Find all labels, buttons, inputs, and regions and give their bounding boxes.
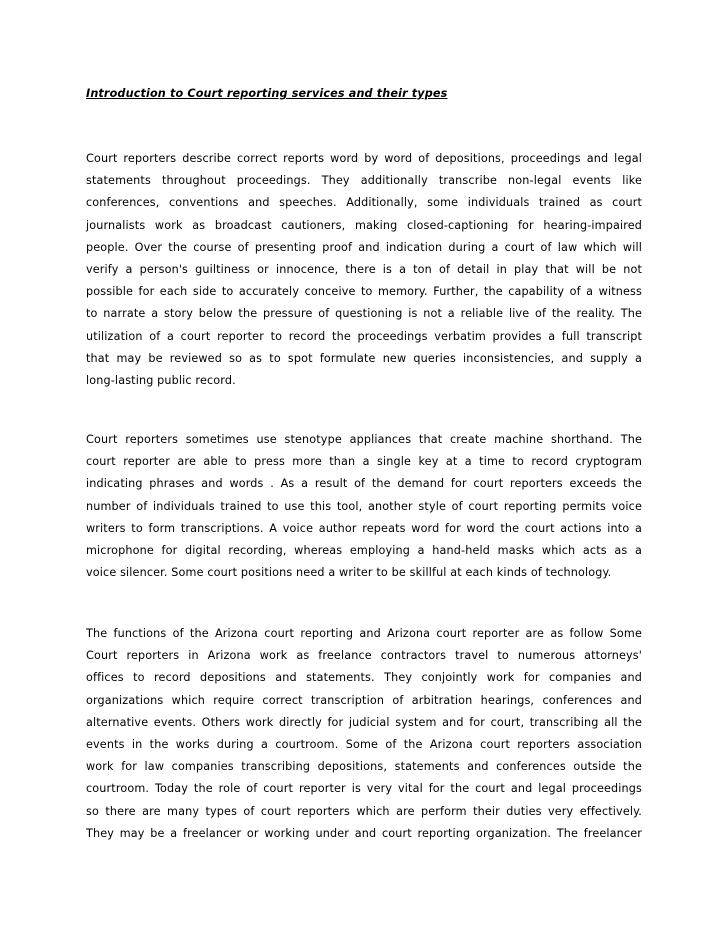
paragraph-line: possible for each side to accurately conceive to memory. Further, the capability of a witness	[86, 285, 642, 299]
paragraph-line: courtroom. Today the role of court reporter is very vital for the court and legal proceedings	[86, 782, 642, 796]
paragraph-line: Court reporters describe correct reports word by word of depositions, proceedings and legal	[86, 152, 642, 165]
paragraph-line: voice silencer. Some court positions need a writer to be skillful at each kinds of technology.	[86, 566, 612, 580]
paragraph-3	[86, 623, 642, 845]
paragraph-line: long-lasting public record.	[86, 373, 236, 387]
paragraph-line: microphone for digital recording, whereas employing a hand-held masks which acts as a	[86, 543, 642, 557]
paragraph-line: people. Over the course of presenting proof and indication during a court of law which will	[86, 240, 642, 254]
paragraph-line: court reporter are able to press more than a single key at a time to record cryptogram	[86, 455, 642, 469]
paragraph-line: offices to record depositions and statements. They conjointly work for companies and	[86, 671, 642, 685]
paragraph-line: verify a person's guiltiness or innocence, there is a ton of detail in play that will be not	[86, 262, 642, 276]
paragraph-line: to narrate a story below the pressure of questioning is not a reliable live of the reality. The	[86, 307, 642, 321]
paragraph-line: alternative events. Others work directly for judicial system and for court, transcribing all the	[86, 715, 642, 729]
paragraph-line: organizations which require correct transcription of arbitration hearings, conferences and	[86, 693, 642, 707]
paragraph-line: events in the works during a courtroom. Some of the Arizona court reporters association	[86, 737, 642, 751]
paragraph-2	[86, 429, 642, 584]
paragraph-line: that may be reviewed so as to spot formulate new queries inconsistencies, and supply a	[86, 351, 642, 365]
paragraph-1	[86, 148, 642, 392]
paragraph-line: utilization of a court reporter to record the proceedings verbatim provides a full transcript	[86, 329, 642, 343]
paragraph-line: The functions of the Arizona court reporting and Arizona court reporter are as follow Some	[86, 627, 642, 640]
paragraph-line: They may be a freelancer or working under and court reporting organization. The freelancer	[86, 826, 642, 840]
paragraph-line: conferences, conventions and speeches. Additionally, some individuals trained as court	[86, 196, 642, 210]
paragraph-line: indicating phrases and words . As a result of the demand for court reporters exceeds the	[86, 477, 642, 491]
paragraph-line: so there are many types of court reporters which are perform their duties very effectively.	[86, 804, 642, 818]
paragraph-line: writers to form transcriptions. A voice author repeats word for word the court actions into a	[86, 521, 642, 535]
document-title: Introduction to Court reporting services and their types	[86, 87, 448, 100]
paragraph-line: work for law companies transcribing depositions, statements and conferences outside the	[86, 760, 642, 774]
paragraph-line: journalists work as broadcast cautioners, making closed-captioning for hearing-impaired	[86, 218, 642, 232]
paragraph-line: Court reporters in Arizona work as freelance contractors travel to numerous attorneys'	[86, 649, 642, 663]
paragraph-line: Court reporters sometimes use stenotype appliances that create machine shorthand. The	[86, 433, 642, 446]
paragraph-line: statements throughout proceedings. They additionally transcribe non-legal events like	[86, 174, 642, 188]
paragraph-line: number of individuals trained to use this tool, another style of court reporting permits voice	[86, 499, 642, 513]
